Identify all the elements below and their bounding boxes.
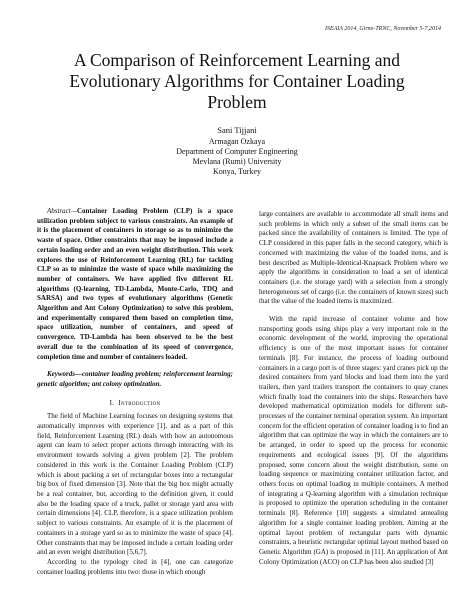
keywords [37, 370, 233, 389]
body-paragraph: With the rapid increase of container volume and how transporting goods using ships play a very important role in the economic development of the world, improving the operational efficiency is one of the most important issues for container terminals [8]. For instance, the process of loading outbound containers in a cargo port is of three stages: yard cranes pick up the desired containers from yard blocks and load them into the yard trailers, then yard trailers transport the containers to quay cranes which finally load the containers into the ships. Researchers have developed mathematical optimization models for different sub-processes of the container terminal operation system. An important concern for the efficient operation of container loading is to find an algorithm that can optimize the way in which the containers are to be arranged, in order to speed up the process for economic requirements and ecological issues [9]. Of the algorithms proposed, some concern about the weight distribution, some on loading sequence or maximizing container utilization factor, and others focus on optimal loading in multiple containers. A method of integrating a Q-learning algorithm with a simulation technique is proposed to optimize the operation scheduling in the container terminals [8]. Reference [10] suggests a simulated annealing algorithm for a single container loading problem. Aiming at the optimal layout problem of rectangular parts with dynamic constraints, a heuristic rectangular optimal layout method based on Genetic Algorithm (GA) is proposed in [11]. An application of Ant Colony Optimization (ACO) on CLP has been also studied [3] [259, 315, 448, 566]
running-head: ISEAIA 2014, Girne-TRNC, November 5-7,2014 [324, 26, 441, 32]
author-line: Department of Computer Engineering [176, 147, 298, 156]
body-paragraph: According to the typology cited in [4], one can categorize container loading problems into two: those in which enough [37, 557, 233, 576]
author-line: Konya, Turkey [212, 167, 261, 176]
author-line: Mevlana (Rumi) University [192, 157, 282, 166]
paper-title: A Comparison of Reinforcement Learning and Evolutionary Algorithms for Container Loading Problem [69, 50, 405, 112]
author-name: Sani Tijjani [217, 125, 257, 135]
abstract [37, 207, 233, 362]
abstract-text: Container Loading Problem (CLP) is a space utilization problem subject to various constraints. An example of it is the placement of containers in storage so as to minimize the waste of space. Other constraints that may be imposed include a certain loading order and an even weight distribution. This work explores the use of Reinforcement Learning (RL) for tackling CLP so as to minimize the waste of space while maximizing the number of containers. We have applied five different RL algorithms (Q-learning, TD-Lambda, Monte-Carlo, TDQ and SARSA) and two types of evolutionary algorithms (Genetic Algorithm and Ant Colony Optimization) to solve this problem, and experimentally compared them based on completion time, space utilization, number of containers, and speed of convergence. TD-Lambda has been observed to be the best overall due to the combination of its speed of convergence, completion time and number of containers loaded. [37, 207, 233, 361]
body-paragraph: large containers are available to accommodate all small items and such problems in which only a subset of the small items can be packed since the availability of containers is limited. The type of CLP considered in this paper falls in the second category, which is concerned with maximizing the value of the loaded items, and is best described as Multiple-Identical-Knapsack Problem where we apply the algorithms in consideration to load a set of identical containers (i.e. the storage yard) with a selection from a strongly heterogeneous set of cargo (i.e. the containers of known sizes) such that the value of the loaded items is maximized. [259, 210, 448, 306]
author-line: Armagan Ozkaya [208, 137, 266, 146]
keywords-label: Keywords [47, 370, 75, 379]
right-column [259, 210, 448, 567]
abstract-label: Abstract [47, 207, 71, 215]
section-heading [37, 399, 233, 409]
abstract-dash: — [70, 207, 77, 215]
section-number: I. [109, 398, 115, 407]
keywords-text: container loading problem; reinforcement learning; genetic algorithm; ant colony optimization. [37, 370, 233, 388]
keywords-dash: — [75, 370, 82, 379]
body-paragraph: The field of Machine Learning focuses on designing systems that automatically improves with experience [1], and as a part of this field, Reinforcement Learning (RL) deals with how an autonomous agent can learn to select proper actions through interacting with its environment towards solving a given problem [2]. The problem considered in this work is the Container Loading Problem (CLP) which is about packing a set of rectangular boxes into a rectangular big box of fixed dimension [3]. Note that the big box might actually be a real container, but, according to the definition given, it could also be the loading space of a truck, pallet or storage yard area with certain dimensions [4]. CLP, therefore, is a space utilization problem subject to various constraints. An example of it is the placement of containers in a storage yard so as to minimize the waste of space [4]. Other constraints that may be imposed include a certain loading order and an even weight distribution [5,6,7]. [37, 412, 233, 557]
left-column [37, 207, 233, 577]
author-block [120, 125, 354, 177]
section-title: Introduction [118, 398, 161, 407]
